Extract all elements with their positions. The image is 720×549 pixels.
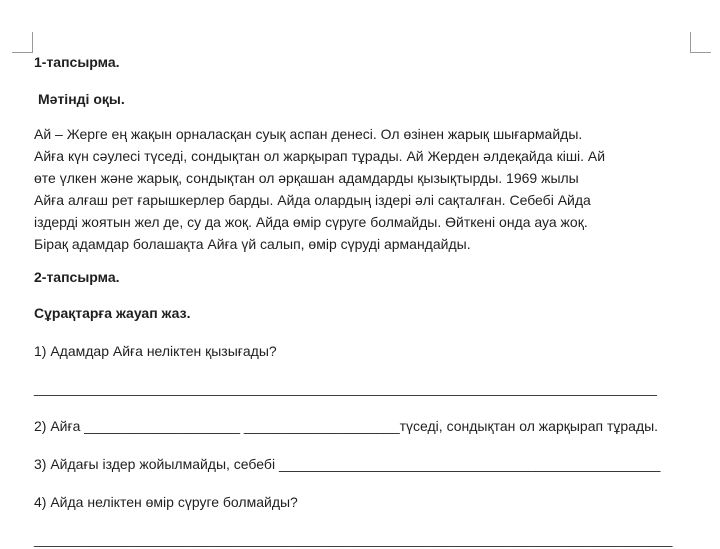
answer-line-4[interactable]: __________________________________________________________________________________ [34,531,673,547]
task1-instruction: Мәтінді оқы. [38,91,125,107]
question-4: 4) Айда неліктен өмір сүруге болмайды? [34,494,298,510]
text-line: Айға күн сәулесі түседі, сондықтан ол жарқырап тұрады. Ай Жерден әлдеқайда кіші. Ай [34,148,606,164]
question-3[interactable]: 3) Айдағы іздер жойылмайды, себебі _________________________________________________ [34,456,661,472]
page-corner-mark-top-right [690,32,711,53]
page-corner-mark-top-left [12,32,33,53]
task1-title: 1-тапсырма. [34,54,120,70]
question-2[interactable]: 2) Айға ____________________ ____________________түседі, сондықтан ол жарқырап тұрады. [34,418,659,434]
text-line: Бірақ адамдар болашақта Айға үй салып, өмір сүруді армандайды. [34,236,471,252]
text-line: өте үлкен және жарық, сондықтан ол әрқашан адамдарды қызықтырды. 1969 жылы [34,170,579,186]
answer-line-1[interactable]: ________________________________________________________________________________ [34,380,657,396]
question-1: 1) Адамдар Айға неліктен қызығады? [34,343,277,359]
task2-instruction: Сұрақтарға жауап жаз. [34,305,191,321]
task2-title: 2-тапсырма. [34,269,120,285]
text-line: Айға алғаш рет ғарышкерлер барды. Айда олардың іздері әлі сақталған. Себебі Айда [34,192,591,208]
text-line: іздерді жоятын жел де, су да жоқ. Айда өмір сүруге болмайды. Өйткені онда ауа жоқ. [34,214,588,230]
reading-text [34,123,694,255]
text-line: Ай – Жерге ең жақын орналасқан суық аспан денесі. Ол өзінен жарық шығармайды. [34,126,583,142]
document-body[interactable] [34,52,694,549]
